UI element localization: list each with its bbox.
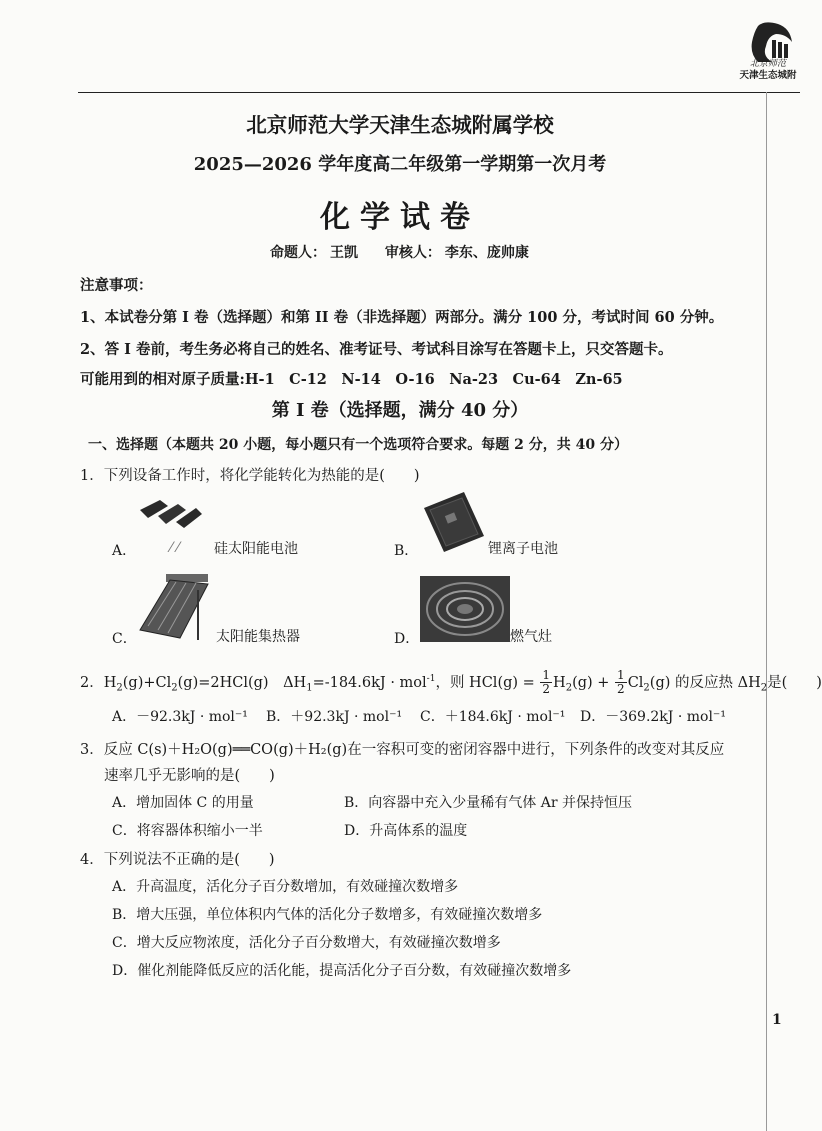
fraction-numerator: 1	[617, 668, 625, 683]
q1-option-b-text: 锂离子电池	[488, 541, 558, 557]
notice-item-2: 2、答 I 卷前，考生务必将自己的姓名、准考证号、考试科目涂写在答题卡上，只交答题卡。	[80, 341, 673, 358]
setter-name: 王凯	[330, 245, 358, 261]
silicon-solar-panel-icon	[138, 496, 204, 530]
fraction-denominator: 2	[542, 682, 551, 697]
reviewer-name: 李东、庞帅康	[444, 245, 529, 261]
q2-part: H	[103, 674, 117, 691]
q2-part: (g) +	[572, 674, 610, 691]
atomic-mass-line: 可能用到的相对原子质量:H-1 C-12 N-14 O-16 Na-23 Cu-64 Zn-65	[80, 371, 623, 388]
q2-part: (g)=2HCl(g) ΔH	[177, 674, 307, 691]
q3-option-a: A．增加固体 C 的用量	[112, 795, 254, 811]
solar-water-heater-icon	[136, 570, 212, 644]
q2-part: =-184.6kJ · mol	[312, 674, 427, 691]
q1-option-a-letter: A．	[112, 543, 137, 559]
subject-title: 化学试卷	[320, 200, 480, 235]
fraction-numerator: 1	[542, 668, 551, 683]
q3-stem-line-2: 速率几乎无影响的是( )	[104, 768, 275, 784]
q2-part: ，则 HCl(g) =	[435, 674, 535, 691]
q2-subscript: 1	[306, 682, 313, 694]
q2-option-c: C．＋184.6kJ · mol⁻¹	[420, 709, 566, 725]
authors-line	[270, 242, 533, 262]
lithium-ion-battery-icon	[420, 490, 488, 554]
q2-superscript: -1	[426, 674, 436, 684]
fraction-denominator: 2	[617, 682, 625, 697]
q1-stem: 1．下列设备工作时，将化学能转化为热能的是( )	[80, 468, 420, 484]
q1-option-d-text: 燃气灶	[510, 629, 552, 645]
one-half-fraction	[540, 669, 552, 696]
q2-part: (g) 的反应热 ΔH	[649, 674, 761, 691]
q1-option-c-letter: C．	[112, 631, 137, 647]
q2-subscript: 2	[116, 682, 123, 694]
q1-option-d-letter: D．	[394, 631, 420, 647]
gas-stove-icon	[420, 576, 510, 642]
q2-subscript: 2	[565, 682, 573, 694]
q3-option-c: C．将容器体积缩小一半	[112, 823, 263, 839]
q4-option-d: D．催化剂能降低反应的活化能，提高活化分子百分数，有效碰撞次数增多	[112, 963, 572, 979]
notice-item-1: 1、本试卷分第 I 卷（选择题）和第 II 卷（非选择题）两部分。满分 100 分，考试时间 60 分钟。	[80, 309, 724, 326]
q4-stem: 4．下列说法不正确的是( )	[80, 852, 275, 868]
one-half-fraction	[615, 669, 627, 696]
q2-part: 是( )	[767, 674, 822, 691]
q2-subscript: 2	[643, 682, 650, 694]
logo-line-1: 北京师范	[749, 59, 786, 69]
q2-part: Cl	[627, 674, 644, 691]
q1-option-a-mark: ⁄ ⁄	[170, 540, 180, 556]
q1-option-a-text: 硅太阳能电池	[214, 541, 298, 557]
q2-option-a: A．－92.3kJ · mol⁻¹	[112, 709, 248, 725]
q2-number: 2．	[80, 674, 104, 691]
section-1-instruction: 一、选择题（本题共 20 小题，每小题只有一个选项符合要求。每题 2 分，共 40 分）	[88, 437, 628, 453]
q2-subscript: 2	[760, 682, 768, 694]
q4-option-a: A．升高温度，活化分子百分数增加，有效碰撞次数增多	[112, 879, 459, 895]
q3-stem-line-1: 3．反应 C(s)＋H₂O(g)══CO(g)＋H₂(g)在一容积可变的密闭容器中进行，下列条件的改变对其反应	[80, 742, 725, 758]
logo-line-2: 天津生态城附	[739, 70, 797, 81]
q2-part: H	[553, 674, 566, 691]
q2-stem	[80, 664, 822, 704]
q1-option-b-letter: B．	[394, 543, 419, 559]
page-number: 1	[772, 1012, 782, 1028]
logo-caption	[728, 58, 808, 82]
q4-option-c: C．增大反应物浓度，活化分子百分数增大，有效碰撞次数增多	[112, 935, 501, 951]
q2-part: (g)+Cl	[122, 674, 172, 691]
school-name: 北京师范大学天津生态城附属学校	[246, 113, 554, 137]
binding-margin-rule	[766, 92, 767, 1131]
q2-option-b: B．＋92.3kJ · mol⁻¹	[266, 709, 403, 725]
header-rule	[78, 92, 800, 93]
q2-subscript: 2	[171, 682, 178, 694]
q2-option-d: D．－369.2kJ · mol⁻¹	[580, 709, 726, 725]
section-1-title: 第 I 卷（选择题，满分 40 分）	[271, 400, 529, 421]
q3-option-b: B．向容器中充入少量稀有气体 Ar 并保持恒压	[344, 795, 632, 811]
q1-option-c-text: 太阳能集热器	[216, 629, 300, 645]
q3-option-d: D．升高体系的温度	[344, 823, 468, 839]
exam-title: 2025—2026 学年度高二年级第一学期第一次月考	[193, 154, 607, 175]
notice-title: 注意事项：	[80, 277, 153, 294]
q4-option-b: B．增大压强，单位体积内气体的活化分子数增多，有效碰撞次数增多	[112, 907, 543, 923]
reviewer-label: 审核人：	[384, 245, 441, 261]
setter-label: 命题人：	[270, 245, 326, 261]
